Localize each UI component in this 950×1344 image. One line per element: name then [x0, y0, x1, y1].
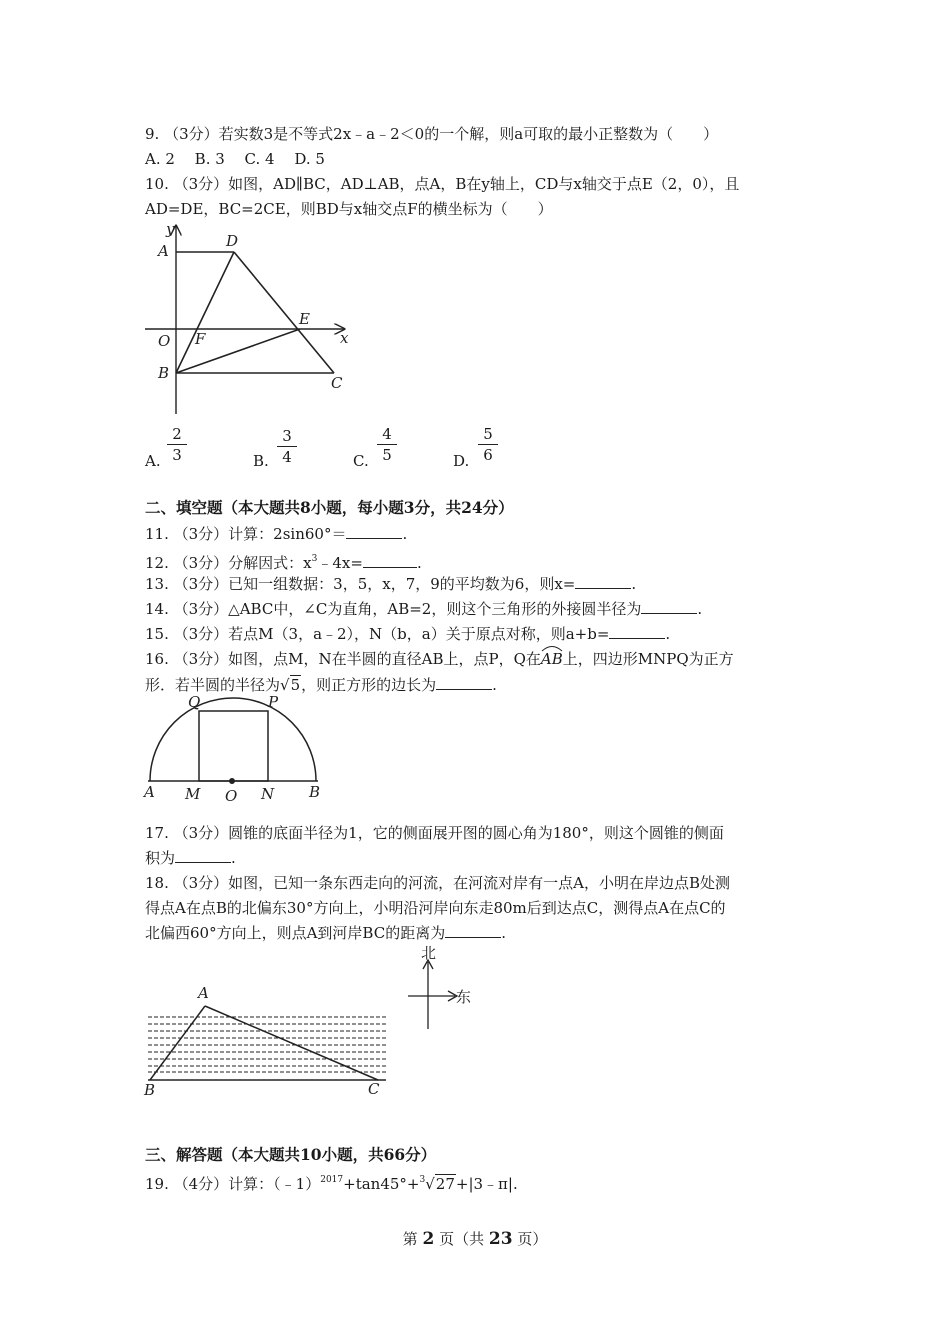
q18-figure [140, 940, 490, 1100]
q11: 11. （3分）计算：2sin60°＝ . [145, 525, 408, 543]
q10-option-d-fraction: $\frac{5}{6}$ [478, 424, 498, 465]
q10-option-c-letter: C. [353, 452, 369, 470]
q16-arc-ab: AB [541, 650, 563, 668]
compass-east-label: 东 [456, 988, 472, 1006]
q18-line1: 18. （3分）如图，已知一条东西走向的河流，在河流对岸有一点A，小明在岸边点B处测 [145, 874, 731, 892]
q10-label-B: B [158, 364, 170, 382]
q9-options: A. 2 B. 3 C. 4 D. 5 [145, 150, 325, 168]
q10-figure [140, 218, 365, 418]
compass-north-label: 北 [421, 944, 437, 962]
q10-option-a-letter: A. [145, 452, 161, 470]
q16-label-M: M [185, 785, 201, 803]
q10-label-y: y [166, 220, 175, 238]
q10-label-E: E [299, 310, 310, 328]
q10-stem-line1: 10. （3分）如图，AD∥BC，AD⊥AB，点A，B在y轴上，CD与x轴交于点E（2，0），且 [145, 175, 740, 193]
q16-label-P: P [268, 693, 279, 711]
q12: 12. （3分）分解因式：$x^3﹣4x=$ . [145, 554, 422, 572]
q16-label-N: N [261, 785, 275, 803]
footer-total-pages: 23 [488, 1229, 513, 1249]
q10-option-c-fraction: $\frac{4}{5}$ [377, 424, 397, 465]
q9-stem: 9. （3分）若实数3是不等式2x﹣a﹣2＜0的一个解，则a可取的最小正整数为（ ） [145, 125, 719, 143]
q10-label-x: x [340, 329, 349, 347]
q10-option-b-fraction: $\frac{3}{4}$ [277, 426, 297, 467]
q10-option-a-fraction: $\frac{2}{3}$ [167, 424, 187, 465]
q18-line2: 得点A在点B的北偏东30°方向上，小明沿河岸向东走80m后到达点C，测得点A在点C的 [145, 899, 726, 917]
section3-title: 三、解答题（本大题共10小题，共66分） [145, 1145, 437, 1164]
q16-figure [140, 690, 330, 805]
q15: 15. （3分）若点M（3，a﹣2），N（b，a）关于原点对称，则a+b= . [145, 625, 671, 643]
q10-label-C: C [331, 374, 343, 392]
q10-option-b-letter: B. [253, 452, 269, 470]
page-footer: 第 2 页（共 23 页） [402, 1229, 548, 1249]
q14: 14. （3分）△ABC中，∠C为直角，AB=2，则这个三角形的外接圆半径为 . [145, 600, 703, 618]
q13: 13. （3分）已知一组数据：3，5，x，7，9的平均数为6，则x= . [145, 575, 637, 593]
q10-label-D: D [226, 232, 239, 250]
q16-label-B: B [309, 783, 321, 801]
q10-label-A: A [158, 242, 169, 260]
q18-line3: 北偏西60°方向上，则点A到河岸BC的距离为 . [145, 924, 506, 942]
q19: 19. （4分）计算：（﹣1）$^{2017}$+tan45°+$^3$√27+|3﹣π|. [145, 1175, 518, 1193]
q10-stem-line2: AD=DE，BC=2CE，则BD与x轴交点F的横坐标为（ ） [145, 200, 553, 218]
q10-label-F: F [195, 330, 206, 348]
q16-label-O: O [225, 787, 238, 805]
q10-label-O: O [158, 332, 171, 350]
footer-page-number: 2 [422, 1229, 435, 1249]
q16-label-A: A [144, 783, 155, 801]
q10-option-d-letter: D. [453, 452, 470, 470]
q16-label-Q: Q [188, 693, 201, 711]
q18-label-B: B [144, 1081, 156, 1099]
q17-line2: 积为 . [145, 849, 236, 867]
q17-line1: 17. （3分）圆锥的底面半径为1，它的侧面展开图的圆心角为180°，则这个圆锥的侧面 [145, 824, 724, 842]
q16-line1: 16. （3分）如图，点M，N在半圆的直径AB上，点P，Q在 AB上，四边形MNPQ为正方 [145, 649, 734, 669]
section2-title: 二、填空题（本大题共8小题，每小题3分，共24分） [145, 498, 514, 517]
q18-label-A: A [198, 984, 209, 1002]
q18-label-C: C [368, 1080, 380, 1098]
q16-line2: 形．若半圆的半径为√5，则正方形的边长为 . [145, 676, 497, 694]
